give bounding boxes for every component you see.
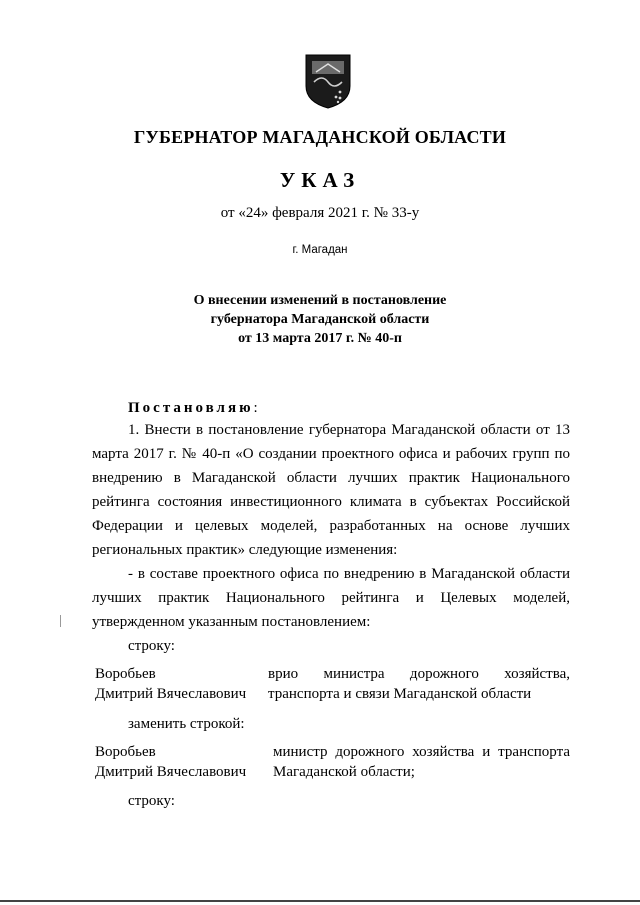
subject-line-1: О внесении изменений в постановление — [193, 293, 447, 308]
document-type: УКАЗ — [279, 168, 361, 192]
paragraph-1: 1. Внести в постановление губернатора Магаданской области от 13 марта 2017 г. № 40-п «О создании проектного офиса и рабочих групп по внедрению в Магаданской области лучших практик Национального рейтинга состояния инвестиционного климата в субъектах Российской Федерации и целевых моделей, разработанных на основе лучших региональных практик» следующие изменения: — [92, 422, 570, 558]
old-entry-position-line-1: врио министра дорожного хозяйства, — [268, 666, 570, 682]
new-entry-given-names: Дмитрий Вячеславович — [95, 764, 247, 780]
row-label-2: строку: — [128, 793, 175, 809]
subject-line-2: губернатора Магаданской области — [210, 312, 430, 327]
resolve-colon: : — [253, 400, 258, 416]
issuer-title: ГУБЕРНАТОР МАГАДАНСКОЙ ОБЛАСТИ — [133, 127, 507, 147]
old-entry-row — [95, 664, 570, 704]
new-entry-position-line-2: Магаданской области; — [273, 764, 415, 780]
resolve-word: Постановляю — [128, 400, 254, 416]
old-entry-position-line-2: транспорта и связи Магаданской области — [268, 686, 532, 702]
city-line: г. Магадан — [292, 244, 348, 256]
new-entry-row — [95, 742, 570, 782]
replace-label: заменить строкой: — [128, 716, 245, 732]
row-label-1: строку: — [128, 638, 175, 654]
new-entry-position-line-1: министр дорожного хозяйства и транспорта — [273, 744, 570, 760]
old-entry-name — [95, 664, 265, 704]
resolve-heading — [92, 396, 570, 420]
old-entry-position — [268, 664, 570, 704]
margin-mark — [60, 615, 61, 627]
old-entry-given-names: Дмитрий Вячеславович — [95, 686, 247, 702]
decree-subject — [0, 291, 640, 348]
old-entry-surname: Воробьев — [95, 666, 156, 682]
paragraph-2: - в составе проектного офиса по внедрению в Магаданской области лучших практик Национального рейтинга и Целевых моделей, утвержденном указанным постановлением: — [92, 566, 570, 630]
new-entry-name — [95, 742, 265, 782]
subject-line-3: от 13 марта 2017 г. № 40-п — [238, 331, 402, 346]
date-number-line: от «24» февраля 2021 г. № 33-у — [220, 205, 420, 221]
new-entry-surname: Воробьев — [95, 744, 156, 760]
page-bottom-edge — [0, 900, 640, 902]
new-entry-position — [273, 742, 570, 782]
magadan-coat-of-arms-icon — [302, 52, 354, 110]
